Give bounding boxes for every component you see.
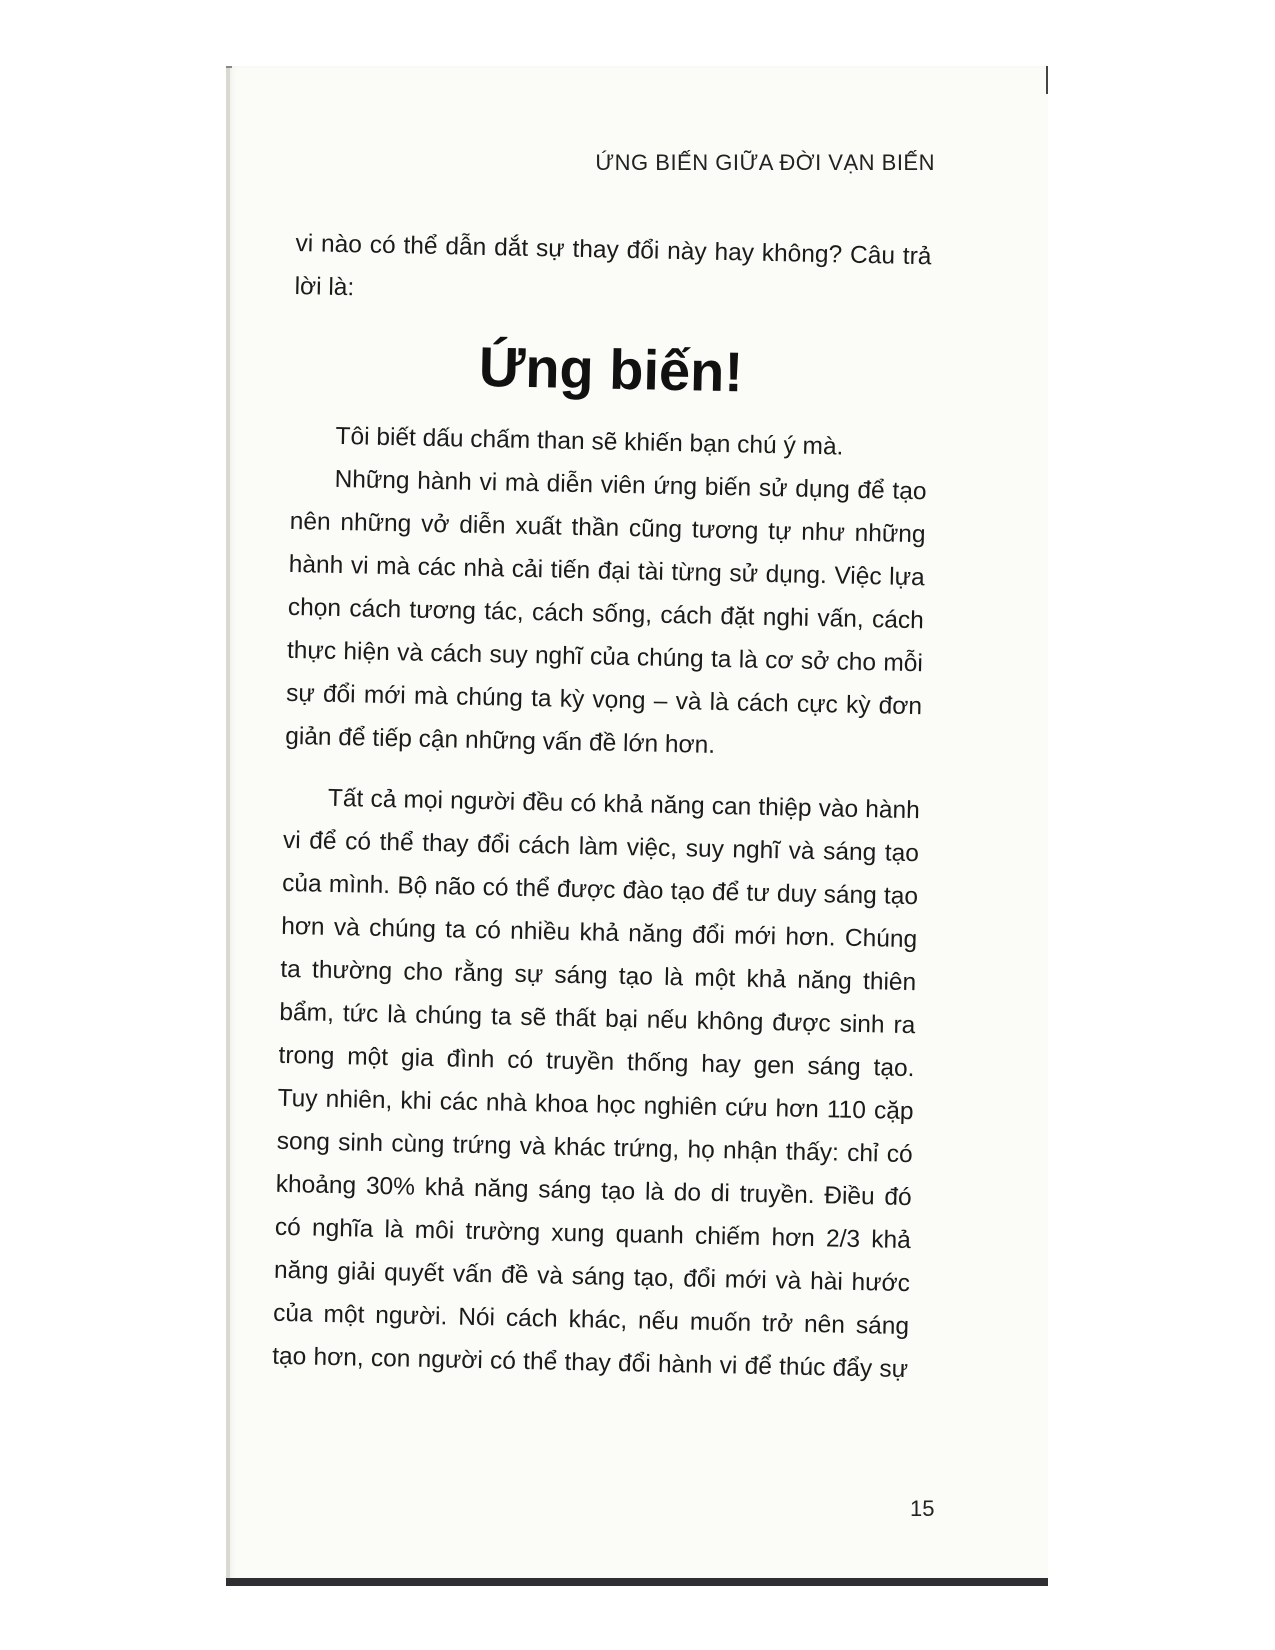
- paragraph-line: bẩm, tức là chúng ta sẽ thất bại nếu không được sinh ra: [279, 998, 916, 1040]
- text-line: vi nào có thể dẫn dắt sự thay đổi này hay không? Câu trả: [295, 229, 932, 271]
- paragraph-line: sự đổi mới mà chúng ta kỳ vọng – và là cách cực kỳ đơn: [285, 679, 923, 721]
- paragraph-line: tạo hơn, con người có thể thay đổi hành vi để thúc đẩy sự: [271, 1342, 909, 1384]
- paragraph-line: hành vi mà các nhà cải tiến đại tài từng sử dụng. Việc lựa: [288, 550, 925, 592]
- page-gutter-shadow: [226, 66, 230, 1584]
- paragraph-line: vi để có thể thay đổi cách làm việc, suy nghĩ và sáng tạo: [282, 826, 920, 868]
- paragraph-line: song sinh cùng trứng và khác trứng, họ nhận thấy: chỉ có: [276, 1127, 913, 1169]
- paragraph-line: ta thường cho rằng sự sáng tạo là một khả năng thiên: [280, 955, 917, 997]
- paragraph-line: Tôi biết dấu chấm than sẽ khiến bạn chú ý mà.: [335, 422, 844, 461]
- paragraph-line: chọn cách tương tác, cách sống, cách đặt nghi vấn, cách: [287, 593, 925, 635]
- body-text: [272, 222, 932, 1391]
- paragraph-line: Tất cả mọi người đều có khả năng can thiệp vào hành: [327, 784, 921, 825]
- paragraph-line: Tuy nhiên, khi các nhà khoa học nghiên cứu hơn 110 cặp: [277, 1084, 914, 1126]
- page-corner-mark: [226, 66, 232, 68]
- paragraph-line: giản để tiếp cận những vấn đề lớn hơn.: [284, 722, 716, 759]
- paragraph-line: năng giải quyết vấn đề và sáng tạo, đổi mới và hài hước: [273, 1256, 911, 1298]
- text-line: lời là:: [294, 272, 355, 302]
- paragraph-line: thực hiện và cách suy nghĩ của chúng ta là cơ sở cho mỗi: [286, 636, 924, 678]
- paragraph-line: Những hành vi mà diễn viên ứng biến sử dụng để tạo: [334, 465, 927, 506]
- page-number: 15: [910, 1496, 935, 1521]
- paragraph-line: khoảng 30% khả năng sáng tạo là do di truyền. Điều đó: [275, 1170, 912, 1212]
- running-head: ỨNG BIẾN GIỮA ĐỜI VẠN BIẾN: [595, 150, 935, 175]
- paragraph-line: của mình. Bộ não có thể được đào tạo để tư duy sáng tạo: [281, 869, 919, 911]
- paragraph-line: của một người. Nói cách khác, nếu muốn trở nên sáng: [272, 1299, 910, 1341]
- paragraph-line: hơn và chúng ta có nhiều khả năng đổi mới hơn. Chúng: [280, 912, 918, 954]
- page-edge-mark: [1046, 66, 1048, 94]
- paragraph-line: nên những vở diễn xuất thần cũng tương tự như những: [289, 507, 926, 549]
- paragraph-line: có nghĩa là môi trường xung quanh chiếm hơn 2/3 khả: [274, 1213, 912, 1255]
- paragraph-line: trong một gia đình có truyền thống hay gen sáng tạo.: [278, 1041, 915, 1083]
- section-heading: Ứng biến!: [478, 334, 744, 404]
- page-bottom-edge: [226, 1578, 1048, 1586]
